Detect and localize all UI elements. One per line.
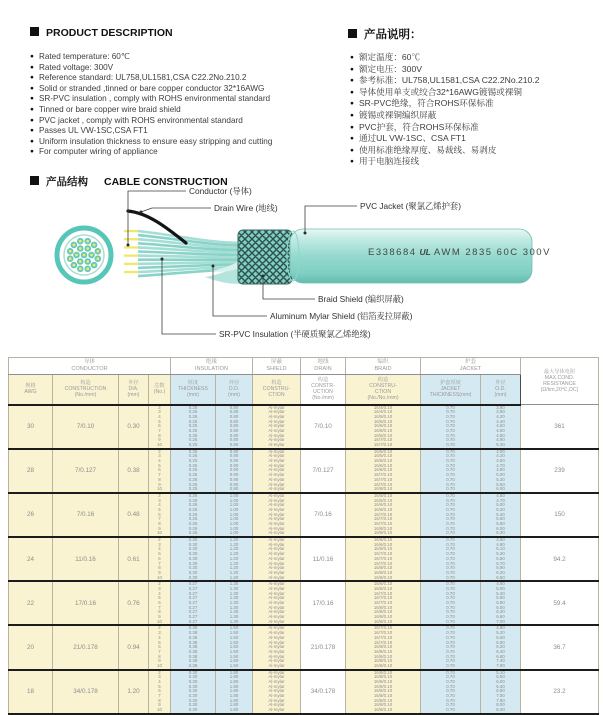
product-notes-list: [350, 52, 540, 168]
max-resistance: 59.4: [521, 581, 599, 625]
bullet-text: For computer wiring of appliance: [38, 147, 158, 157]
awg-value: 30: [9, 405, 53, 449]
bullet-icon: ●: [30, 53, 34, 60]
insulation-thickness: 0.27 0.27 0.27 0.27 0.27 0.27 0.27 0.27 0.27: [171, 581, 216, 625]
jacket-od: 4.00 4.20 4.50 4.70 4.90 5.00 5.30 5.60 6.00: [481, 449, 521, 493]
product-description-heading: [30, 27, 173, 39]
awg-value: 24: [9, 537, 53, 581]
bullet-text: Passes UL VW-1SC,CSA FT1: [38, 126, 148, 136]
spec-row-awg-18: [9, 670, 599, 714]
bullet-text: Solid or stranded ,tinned or bare copper conductor 32*16AWG: [38, 83, 265, 93]
bullet-item: [350, 87, 540, 99]
shield-construction: Al-mylar Al-mylar Al-mylar Al-mylar Al-mylar Al-mylar Al-mylar Al-mylar Al-mylar: [253, 493, 301, 537]
awg-value: 26: [9, 493, 53, 537]
insulation-od: 1.20 1.20 1.20 1.20 1.20 1.20 1.20 1.20 1.20: [216, 537, 253, 581]
drain-construction: 21/0.178: [301, 625, 346, 669]
bullet-icon: ●: [350, 123, 354, 131]
awg-value: 28: [9, 449, 53, 493]
ul-file-number: E338684: [368, 247, 417, 258]
sub-header: 外径 O.D. (mm): [216, 375, 253, 405]
bullet-text: SR-PVC绝缘，符合ROHS环保标准: [358, 98, 494, 109]
group-header: 导体 CONDUCTOR: [9, 358, 171, 375]
jacket-od: 4.60 4.80 5.10 5.30 5.50 5.70 5.90 6.20 6.50: [481, 537, 521, 581]
max-resistance: 361: [521, 405, 599, 449]
group-header: 护套 JACKET: [421, 358, 521, 375]
braid-construction: 16/7/0.10 16/7/0.10 16/7/0.10 16/7/0.10 16/8/0.10 16/8/0.10 16/8/0.10 16/8/0.10 16/8/0.10: [346, 625, 421, 669]
bullet-icon: ●: [30, 116, 34, 124]
bullet-text: Uniform insulation thickness to ensure easy stripping and cutting: [38, 136, 273, 146]
drain-construction: 11/0.16: [301, 537, 346, 581]
drain-construction: 7/0.127: [301, 449, 346, 493]
black-square-icon: [348, 29, 357, 38]
max-resistance-header: 最大导体电阻 MAX.COND. RESISTANCE (Ω/km,20℃,DC): [521, 358, 599, 405]
product-description-title: PRODUCT DESCRIPTION: [46, 27, 173, 39]
bullet-text: 额定电压：300V: [358, 63, 422, 74]
core-counts: 2 3 4 5 6 7 8 9 10: [149, 625, 171, 669]
sub-header: 厚度 THICKNESS (mm): [171, 375, 216, 405]
bullet-item: [350, 64, 540, 76]
core-counts: 2 3 4 5 6 7 8 9 10: [149, 405, 171, 449]
bullet-text: 用于电脑连接线: [358, 156, 420, 167]
bullet-icon: ●: [30, 84, 34, 92]
insulation-od: 0.80 0.80 0.80 0.80 0.80 0.80 0.80 0.80 0.80: [216, 405, 253, 449]
core-counts: 2 3 4 5 6 7 8 9 10: [149, 537, 171, 581]
insulation-od: 1.30 1.30 1.30 1.30 1.30 1.30 1.30 1.30 1.30: [216, 581, 253, 625]
bullet-item: [350, 133, 540, 145]
bullet-text: PVC jacket , comply with ROHS environmental standard: [38, 115, 243, 125]
conductor-construction: 7/0.127: [53, 449, 119, 493]
sr-pvc-insulation-label: SR-PVC Insulation (半硬质聚氯乙烯绝缘): [219, 329, 371, 339]
bullet-text: 使用标准绝缘厚度、易裁线、易剥皮: [358, 144, 497, 155]
bullet-item: [30, 147, 272, 158]
sub-header: 芯数 (No.): [149, 375, 171, 405]
conductor-dia: 0.61: [119, 537, 149, 581]
awg-value: 22: [9, 581, 53, 625]
jacket-od: 4.60 5.00 5.40 5.60 5.80 6.00 6.30 6.60 7.00: [481, 581, 521, 625]
shield-construction: Al-mylar Al-mylar Al-mylar Al-mylar Al-mylar Al-mylar Al-mylar Al-mylar Al-mylar: [253, 581, 301, 625]
bullet-item: [350, 52, 540, 64]
bullet-icon: ●: [350, 100, 354, 108]
insulation-thickness: 0.30 0.30 0.30 0.30 0.30 0.30 0.30 0.30 0.30: [171, 670, 216, 714]
insulation-od: 1.50 1.50 1.50 1.50 1.50 1.50 1.50 1.50 1.50: [216, 625, 253, 669]
bullet-text: 导体使用单支或绞合32*16AWG镀锡或裸铜: [358, 86, 522, 97]
sub-header: 构造 CONSTR- UCTION (No./mm): [301, 375, 346, 405]
bullet-text: 通过UL VW-1SC、CSA FT1: [358, 133, 466, 144]
sub-header: 规格 AWG: [9, 375, 53, 405]
jacket-od: 3.80 3.90 4.20 4.40 4.60 4.60 4.80 4.90 5.30: [481, 405, 521, 449]
bullet-icon: ●: [30, 137, 34, 145]
cable-construction-title-en: CABLE CONSTRUCTION: [104, 176, 228, 188]
cable-construction-title-cn: 产品结构: [46, 176, 88, 188]
bullet-icon: ●: [30, 95, 34, 103]
conductor-dia: 0.94: [119, 625, 149, 669]
braid-shield-label: Braid Shield (编织屏蔽): [318, 294, 404, 304]
bullet-icon: ●: [350, 77, 354, 85]
shield-construction: Al-mylar Al-mylar Al-mylar Al-mylar Al-mylar Al-mylar Al-mylar Al-mylar Al-mylar: [253, 449, 301, 493]
conductor-construction: 7/0.16: [53, 493, 119, 537]
shield-construction: Al-mylar Al-mylar Al-mylar Al-mylar Al-mylar Al-mylar Al-mylar Al-mylar Al-mylar: [253, 405, 301, 449]
spec-table: [8, 357, 599, 715]
bullet-text: Rated voltage: 300V: [38, 62, 114, 72]
jacket-od: 4.80 5.20 5.60 5.90 6.20 6.40 6.80 7.40 7.90: [481, 625, 521, 669]
product-notes-heading: [348, 26, 422, 42]
jacket-thickness: 0.70 0.70 0.70 0.70 0.70 0.70 0.70 0.70 0.70: [421, 493, 481, 537]
jacket-od: 5.10 5.50 6.00 6.40 6.80 7.00 7.50 8.00 8.30: [481, 670, 521, 714]
jacket-od: 4.50 4.70 5.00 5.20 5.40 5.60 5.80 6.00 6.30: [481, 493, 521, 537]
bullet-icon: ●: [30, 74, 34, 82]
conductor-dia: 0.76: [119, 581, 149, 625]
awg-value: 20: [9, 625, 53, 669]
braid-construction: 16/4/0.10 16/4/0.10 16/5/0.10 16/5/0.10 16/6/0.10 16/6/0.10 16/6/0.10 16/7/0.10 16/7/0.10: [346, 405, 421, 449]
conductor-construction: 7/0.10: [53, 405, 119, 449]
bullet-icon: ●: [30, 148, 34, 156]
product-notes-title: 产品说明：: [364, 29, 422, 41]
bullet-icon: ●: [350, 158, 354, 166]
bullet-text: 额定温度：60℃: [358, 52, 421, 62]
black-square-icon: [30, 27, 39, 36]
spec-row-awg-28: [9, 449, 599, 493]
bullet-icon: ●: [30, 63, 34, 71]
conductor-label: Conductor (导体): [189, 186, 252, 196]
group-header: 绝缘 INSULATION: [171, 358, 253, 375]
drain-construction: 7/0.10: [301, 405, 346, 449]
bullet-text: Rated temperature: 60℃: [38, 52, 131, 61]
braid-construction: 16/5/0.10 16/5/0.10 16/6/0.10 16/6/0.10 16/6/0.10 16/7/0.10 16/7/0.10 16/7/0.10 16/8/0.10: [346, 449, 421, 493]
bullet-text: 参考标准：UL758,UL1581,CSA C22.2No.210.2: [358, 75, 540, 86]
sub-header: 外径 DIA. (mm): [119, 375, 149, 405]
group-header: 编织 BRAID: [346, 358, 421, 375]
insulation-thickness: 0.25 0.25 0.25 0.25 0.25 0.25 0.25 0.25 0.25: [171, 449, 216, 493]
cable-construction-diagram: [0, 183, 603, 355]
conductor-dia: 0.38: [119, 449, 149, 493]
jacket-thickness: 0.70 0.70 0.70 0.70 0.70 0.70 0.70 0.70 0.70: [421, 625, 481, 669]
insulation-od: 1.80 1.80 1.80 1.80 1.80 1.80 1.80 1.80 1.80: [216, 670, 253, 714]
bullet-item: [30, 94, 272, 105]
product-description-list: [30, 52, 272, 158]
bullet-text: SR-PVC insulation , comply with ROHS environmental standard: [38, 94, 271, 104]
braid-construction: 16/6/0.10 16/6/0.10 16/6/0.10 16/7/0.10 16/7/0.10 16/7/0.10 16/8/0.10 16/8/0.10 16/8/0.10: [346, 537, 421, 581]
sub-header: 构造 CONSTRU- CTION: [253, 375, 301, 405]
core-counts: 2 3 4 5 6 7 8 9 10: [149, 670, 171, 714]
bullet-text: 镀锡或裸铜编织屏蔽: [358, 109, 437, 120]
bullet-item: [30, 52, 272, 63]
conductor-dia: 0.30: [119, 405, 149, 449]
insulation-thickness: 0.30 0.30 0.30 0.30 0.30 0.30 0.30 0.30 0.30: [171, 537, 216, 581]
braid-construction: 16/8/0.10 16/8/0.10 16/8/0.10 16/8/0.10 16/8/0.10 16/8/0.10 16/8/0.10 16/8/0.10 16/8/0.10: [346, 670, 421, 714]
conductor-construction: 34/0.178: [53, 670, 119, 714]
bullet-item: [30, 126, 272, 137]
group-header: 地线 DRAIN: [301, 358, 346, 375]
conductor-construction: 21/0.178: [53, 625, 119, 669]
conductor-dia: 1.20: [119, 670, 149, 714]
spec-table-head: [9, 358, 599, 405]
bullet-item: [30, 73, 272, 84]
aluminum-mylar-shield-label: Aluminum Mylar Shield (铝箔麦拉屏蔽): [270, 311, 413, 321]
group-header: 屏蔽 SHIELD: [253, 358, 301, 375]
bullet-item: [350, 145, 540, 157]
insulation-thickness: 0.25 0.25 0.25 0.25 0.25 0.25 0.25 0.25 0.25: [171, 405, 216, 449]
max-resistance: 239: [521, 449, 599, 493]
jacket-thickness: 0.70 0.70 0.70 0.70 0.70 0.70 0.70 0.70 0.70: [421, 670, 481, 714]
shield-construction: Al-mylar Al-mylar Al-mylar Al-mylar Al-mylar Al-mylar Al-mylar Al-mylar Al-mylar: [253, 670, 301, 714]
bullet-item: [350, 98, 540, 110]
bullet-icon: ●: [350, 88, 354, 96]
jacket-print-text: [368, 247, 551, 258]
awg-value: 18: [9, 670, 53, 714]
jacket-thickness: 0.70 0.70 0.70 0.70 0.70 0.70 0.70 0.70 0.70: [421, 581, 481, 625]
spec-table-body: [9, 405, 599, 714]
insulation-od: 0.90 0.90 0.90 0.90 0.90 0.90 0.90 0.90 0.90: [216, 449, 253, 493]
conductor-construction: 17/0.16: [53, 581, 119, 625]
braid-shield-graphic: [238, 230, 292, 284]
bullet-text: Tinned or bare copper wire braid shield: [38, 104, 181, 114]
insulation-thickness: 0.38 0.38 0.38 0.38 0.38 0.38 0.38 0.38 0.38: [171, 625, 216, 669]
jacket-thickness: 0.70 0.70 0.70 0.70 0.70 0.70 0.70 0.70 0.70: [421, 449, 481, 493]
sub-header: 构造 CONSTRU- CTION (No./No./mm): [346, 375, 421, 405]
bullet-item: [350, 110, 540, 122]
awm-style-text: AWM 2835 60C 300V: [433, 247, 551, 258]
spec-row-awg-26: [9, 493, 599, 537]
max-resistance: 94.2: [521, 537, 599, 581]
spec-row-awg-24: [9, 537, 599, 581]
spec-row-awg-20: [9, 625, 599, 669]
bullet-item: [350, 122, 540, 134]
bullet-item: [350, 75, 540, 87]
jacket-thickness: 0.70 0.70 0.70 0.70 0.70 0.70 0.70 0.70 0.70: [421, 537, 481, 581]
insulation-thickness: 0.26 0.26 0.26 0.26 0.26 0.26 0.26 0.26 0.26: [171, 493, 216, 537]
spec-row-awg-22: [9, 581, 599, 625]
sub-header: 护套厚度 JACKET THICKNESS(mm): [421, 375, 481, 405]
drain-construction: 34/0.178: [301, 670, 346, 714]
braid-construction: 16/6/0.10 16/6/0.10 16/7/0.10 16/7/0.10 16/7/0.10 16/8/0.10 16/8/0.10 16/8/0.10 16/8/0.10: [346, 581, 421, 625]
max-resistance: 23.2: [521, 670, 599, 714]
bullet-icon: ●: [30, 127, 34, 135]
bullet-icon: ●: [350, 65, 354, 73]
drain-construction: 7/0.16: [301, 493, 346, 537]
max-resistance: 36.7: [521, 625, 599, 669]
bullet-icon: ●: [30, 105, 34, 113]
core-counts: 2 3 4 5 6 7 8 9 10: [149, 581, 171, 625]
core-counts: 2 3 4 5 6 7 8 9 10: [149, 493, 171, 537]
max-resistance: 150: [521, 493, 599, 537]
core-counts: 2 3 4 5 6 7 8 9 10: [149, 449, 171, 493]
bullet-item: [350, 156, 540, 168]
bullet-text: Reference standard: UL758,UL1581,CSA C22.2No.210.2: [38, 73, 247, 83]
bullet-item: [30, 105, 272, 116]
bullet-icon: ●: [350, 111, 354, 119]
ul-logo-icon: UL: [419, 247, 431, 257]
bullet-item: [30, 137, 272, 148]
conductor-construction: 11/0.16: [53, 537, 119, 581]
bullet-item: [30, 63, 272, 74]
braid-construction: 16/5/0.10 16/6/0.10 16/6/0.10 16/6/0.10 16/7/0.10 16/7/0.10 16/7/0.10 16/8/0.10 16/8/0.10: [346, 493, 421, 537]
pvc-jacket-label: PVC Jacket (聚氯乙烯护套): [360, 201, 461, 211]
shield-construction: Al-mylar Al-mylar Al-mylar Al-mylar Al-mylar Al-mylar Al-mylar Al-mylar Al-mylar: [253, 537, 301, 581]
spec-row-awg-30: [9, 405, 599, 449]
drain-construction: 17/0.16: [301, 581, 346, 625]
bullet-text: PVC护套，符合ROHS环保标准: [358, 121, 479, 132]
sub-header: 构造 CONSTRUCTION (No./mm): [53, 375, 119, 405]
bullet-icon: ●: [350, 146, 354, 154]
bullet-icon: ●: [350, 54, 354, 61]
cable-cross-section: [57, 228, 111, 282]
shield-construction: Al-mylar Al-mylar Al-mylar Al-mylar Al-mylar Al-mylar Al-mylar Al-mylar Al-mylar: [253, 625, 301, 669]
insulation-od: 1.00 1.00 1.00 1.00 1.00 1.00 1.00 1.00 1.00: [216, 493, 253, 537]
drain-wire-label: Drain Wire (地线): [214, 203, 278, 213]
bullet-item: [30, 116, 272, 127]
jacket-thickness: 0.70 0.70 0.70 0.70 0.70 0.70 0.70 0.70 0.70: [421, 405, 481, 449]
sub-header: 外径 O.D. (mm): [481, 375, 521, 405]
conductor-dia: 0.48: [119, 493, 149, 537]
bullet-icon: ●: [350, 135, 354, 143]
bullet-item: [30, 84, 272, 95]
